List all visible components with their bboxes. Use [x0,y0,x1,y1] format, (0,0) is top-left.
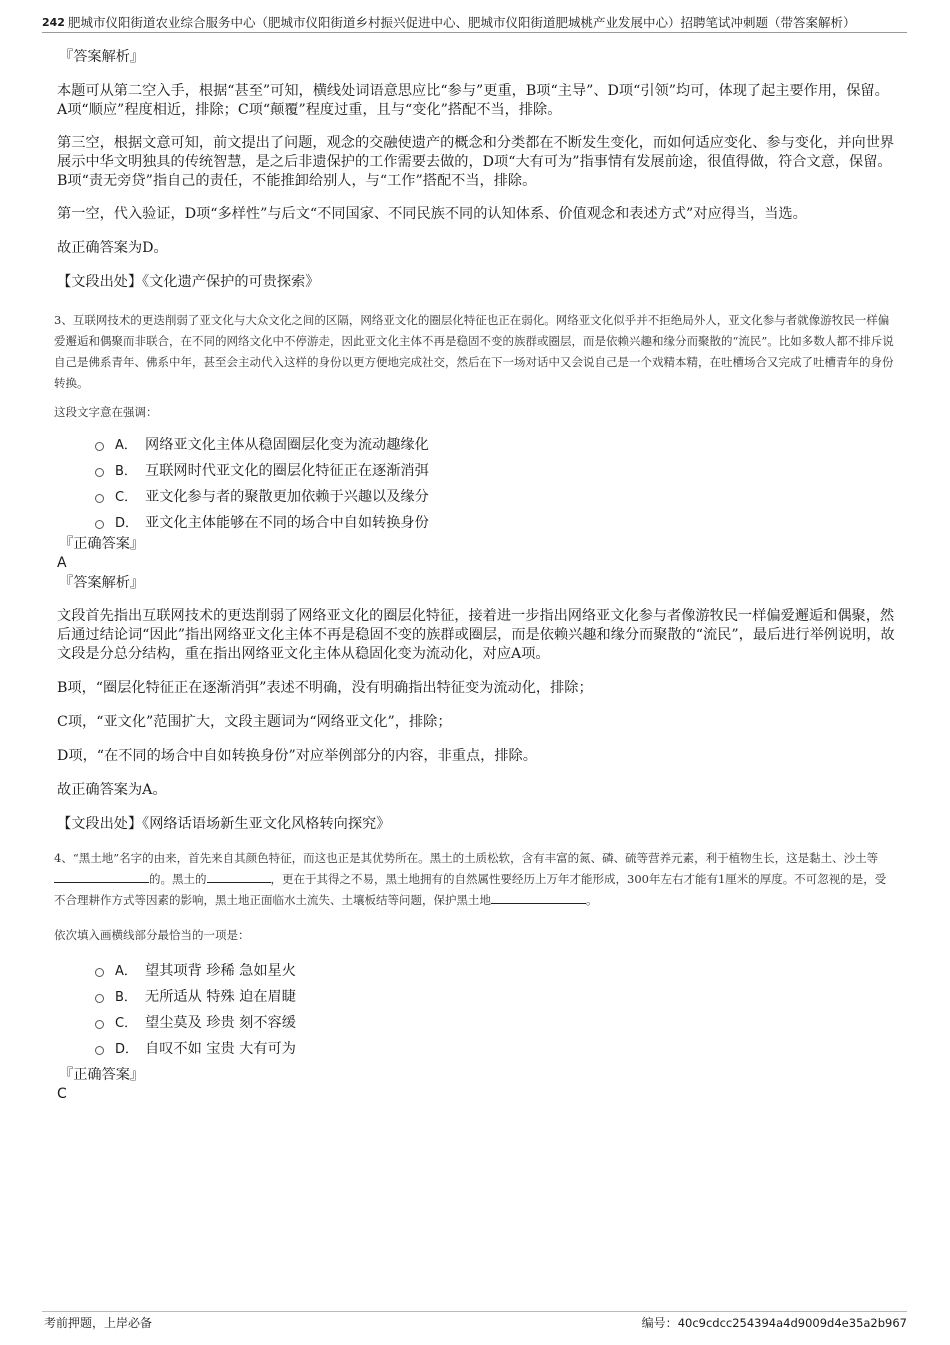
q3-analysis-p1: 文段首先指出互联网技术的更迭削弱了网络亚文化的圈层化特征，接着进一步指出网络亚文化参与者像游牧民一样偏爱邂逅和偶聚，然后通过结论词“因此”指出网络亚文化主体不再是稳固不变的族群或圈层，而是依赖兴趣和缘分而聚散的“流民”，最后进行举例说明，故文段是分总分结构，重在指出网络亚文化主体从稳固化变为流动化，对应A项。 [57,608,895,662]
q3-option-c[interactable]: C． 亚文化参与者的聚散更加依赖于兴趣以及缘分 [95,484,895,510]
q3-analysis-p4: D项，“在不同的场合中自如转换身份”对应举例部分的内容，非重点，排除。 [57,748,537,764]
radio-icon[interactable] [95,468,104,477]
footer-slogan: 考前押题，上岸必备 [44,1316,153,1330]
q3-correct-answer: A [57,555,67,571]
footer-code-value: 40c9cdcc254394a4d9009d4e35a2b967 [677,1316,907,1330]
blank-1 [54,870,149,883]
q3-option-b[interactable]: B． 互联网时代亚文化的圈层化特征正在逐渐消弭 [95,458,895,484]
page-content [54,44,895,1103]
q3-question: 这段文字意在强调： [54,405,158,419]
q3-stem: 3、互联网技术的更迭削弱了亚文化与大众文化之间的区隔，网络亚文化的圈层化特征也正在弱化。网络亚文化似乎并不拒绝局外人，亚文化参与者就像游牧民一样偏爱邂逅和偶聚而非联合，在不同的网络文化中不停游走，因此亚文化主体不再是稳固不变的族群或圈层，而是依赖兴趣和缘分而聚散的“流民”。比如多数人都不排斥说自己是佛系青年、佛系中年，甚至会主动代入这样的身份以更方便地完成社交，然后在下一场对话中又会说自己是一个戏精本精，在吐槽场合又完成了吐槽青年的身份转换。 [54,313,894,390]
radio-icon[interactable] [95,1020,104,1029]
q3-option-a[interactable]: A． 网络亚文化主体从稳固圈层化变为流动趣缘化 [95,432,895,458]
q4-correct-label: 『正确答案』 [59,1067,145,1083]
radio-icon[interactable] [95,994,104,1003]
q3-analysis-label: 『答案解析』 [59,575,145,591]
radio-icon[interactable] [95,968,104,977]
footer-code [642,1312,907,1334]
page-header [42,14,907,33]
q3-option-d[interactable]: D． 亚文化主体能够在不同的场合中自如转换身份 [95,510,895,536]
q4-option-b[interactable]: B． 无所适从 特殊 迫在眉睫 [95,984,895,1010]
q3-conclusion: 故正确答案为A。 [57,782,167,798]
radio-icon[interactable] [95,1046,104,1055]
q2-source: 【文段出处】《文化遗产保护的可贵探索》 [57,274,320,290]
q4-stem: 4、“黑土地”名字的由来，首先来自其颜色特征，而这也正是其优势所在。黑土的土质松软，含有丰富的氮、磷、硫等营养元素，利于植物生长，这是黏土、沙土等的。黑土的 ，更在于其得之不易，黑土地拥有的自然属性要经历上万年才能形成，300年左右才能有1厘米的厚度。不可忽视的是，受不合理耕作方式等因素的影响，黑土地正面临水土流失、土壤板结等问题，保护黑土地 。 [54,851,887,907]
blank-3 [491,891,586,904]
q3-options [95,432,895,536]
blank-2 [207,870,271,883]
q4-option-d[interactable]: D． 自叹不如 宝贵 大有可为 [95,1036,895,1062]
footer-code-label: 编号： [641,1316,678,1330]
q4-correct-answer: C [57,1086,67,1102]
radio-icon[interactable] [95,442,104,451]
q4-option-a[interactable]: A． 望其项背 珍稀 急如星火 [95,958,895,984]
q2-analysis-p2: 第三空，根据文意可知，前文提出了问题，观念的交融使遗产的概念和分类都在不断发生变化，而如何适应变化、参与变化，并向世界展示中华文明独具的传统智慧，是之后非遗保护的工作需要去做的，D项“大有可为”指事情有发展前途，很值得做，符合文意，保留。B项“责无旁贷”指自己的责任，不能推卸给别人，与“工作”搭配不当，排除。 [57,135,895,189]
q2-analysis-p1: 本题可从第二空入手，根据“甚至”可知，横线处词语意思应比“参与”更重，B项“主导”、D项“引领”均可，体现了起主要作用，保留。A项“顺应”程度相近，排除；C项“颠覆”程度过重，且与“变化”搭配不当，排除。 [57,83,889,118]
q2-conclusion: 故正确答案为D。 [57,240,168,256]
q4-option-c[interactable]: C． 望尘莫及 珍贵 刻不容缓 [95,1010,895,1036]
page-number: 242 [42,16,65,29]
q2-analysis-label: 『答案解析』 [59,49,145,65]
document-title: 肥城市仪阳街道农业综合服务中心（肥城市仪阳街道乡村振兴促进中心、肥城市仪阳街道肥城桃产业发展中心）招聘笔试冲刺题（带答案解析） [68,15,856,30]
q2-analysis-p3: 第一空，代入验证，D项“多样性”与后文“不同国家、不同民族不同的认知体系、价值观念和表述方式”对应得当，当选。 [57,206,807,222]
radio-icon[interactable] [95,520,104,529]
q3-analysis-p2: B项，“圈层化特征正在逐渐消弭”表述不明确，没有明确指出特征变为流动化，排除； [57,680,593,696]
page-footer [42,1311,907,1334]
radio-icon[interactable] [95,494,104,503]
q4-options [95,958,895,1062]
q3-correct-label: 『正确答案』 [59,536,145,552]
q3-source: 【文段出处】《网络话语场新生亚文化风格转向探究》 [57,816,391,832]
q4-question: 依次填入画横线部分最恰当的一项是： [54,928,250,942]
q3-analysis-p3: C项，“亚文化”范围扩大，文段主题词为“网络亚文化”，排除； [57,714,452,730]
